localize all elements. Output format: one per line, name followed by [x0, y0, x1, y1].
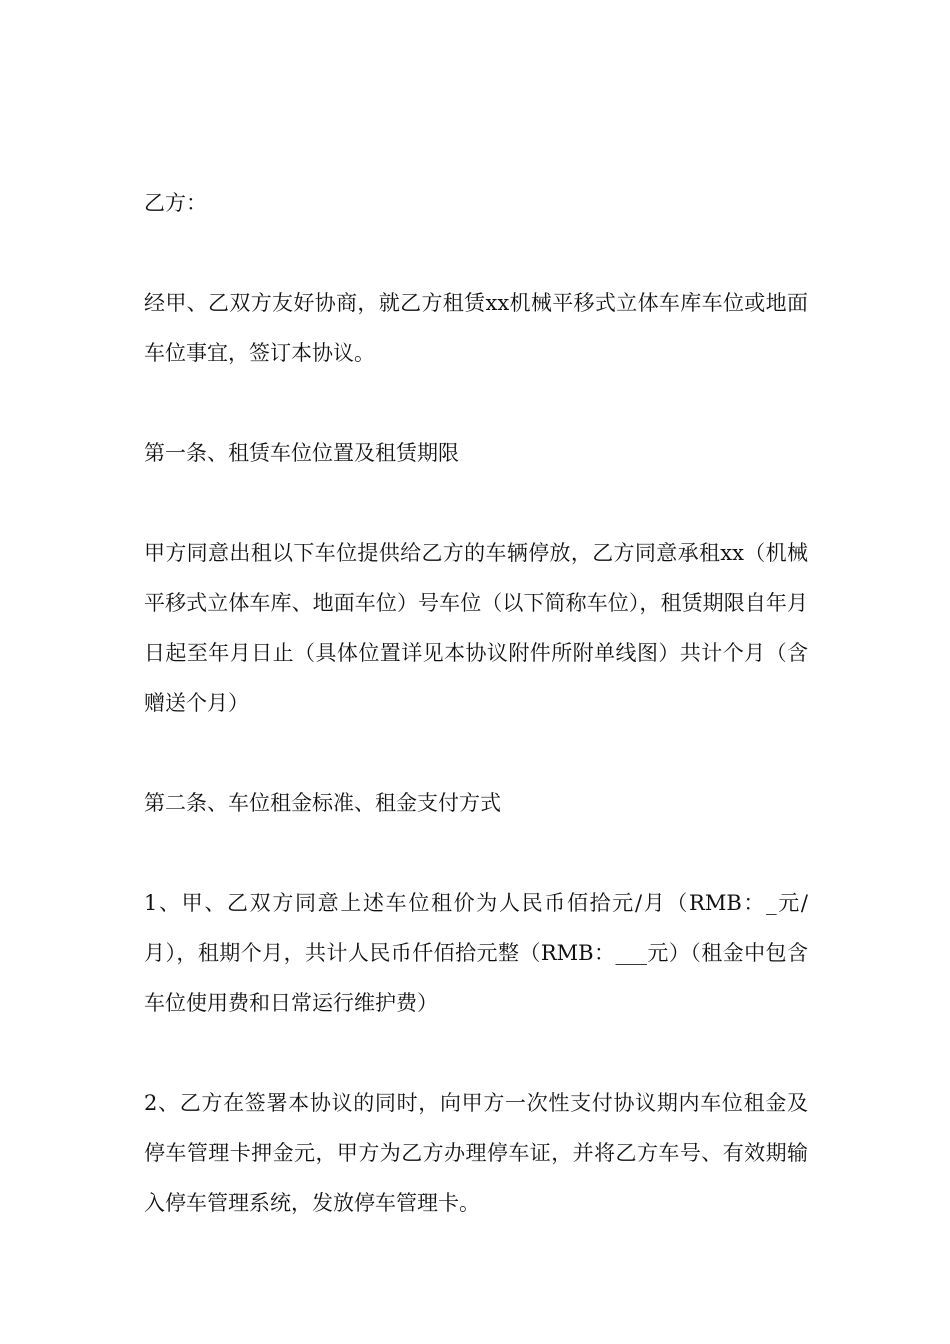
party-b-label: 乙方： [144, 191, 207, 215]
article-1-body: 甲方同意出租以下车位提供给乙方的车辆停放，乙方同意承租xx（机械平移式立体车库、地面车位）号车位（以下简称车位），租赁期限自年月日起至年月日止（具体位置详见本协议附件所附单线图）共计个月（含赠送个月） [144, 541, 808, 715]
preamble-paragraph: 经甲、乙双方友好协商，就乙方租赁xx机械平移式立体车库车位或地面车位事宜，签订本协议。 [144, 291, 808, 365]
article-2-clause-2: 2、乙方在签署本协议的同时，向甲方一次性支付协议期内车位租金及停车管理卡押金元，甲方为乙方办理停车证，并将乙方车号、有效期输入停车管理系统，发放停车管理卡。 [144, 1091, 808, 1215]
article-2-clause-1: 1、甲、乙双方同意上述车位租价为人民币佰拾元/月（RMB：_元/月），租期个月，共计人民币仟佰拾元整（RMB：___元）（租金中包含车位使用费和日常运行维护费） [144, 891, 808, 1015]
article-1-heading: 第一条、租赁车位位置及租赁期限 [144, 441, 459, 465]
document-body [144, 178, 808, 1228]
article-2-heading: 第二条、车位租金标准、租金支付方式 [144, 791, 501, 815]
